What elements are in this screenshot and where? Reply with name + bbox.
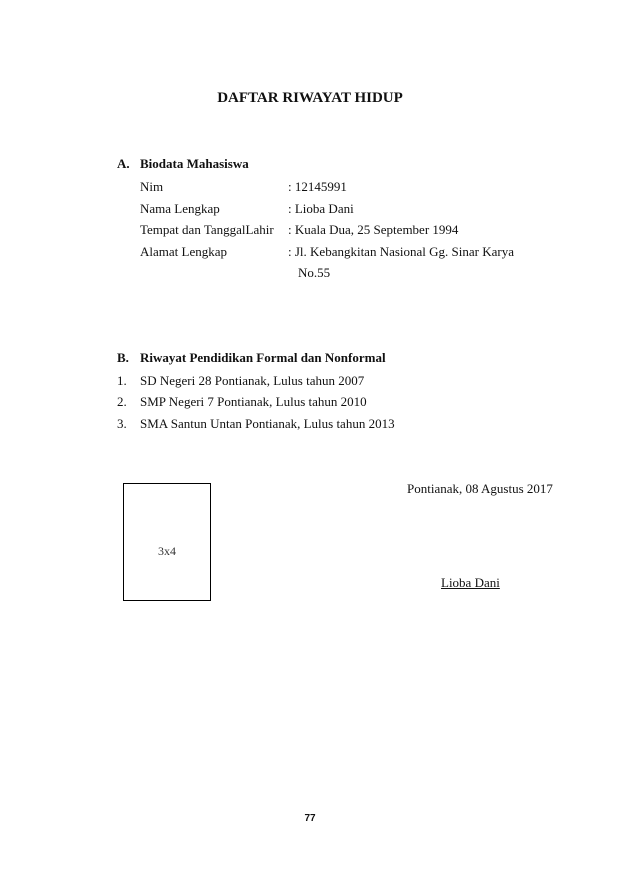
- education-number: 1.: [117, 373, 127, 388]
- photo-placeholder: [123, 483, 211, 601]
- signature-name: Lioba Dani: [441, 575, 500, 590]
- education-item: SMA Santun Untan Pontianak, Lulus tahun 2013: [140, 416, 395, 431]
- biodata-value-nama: : Lioba Dani: [288, 201, 354, 216]
- biodata-value-nim: : 12145991: [288, 179, 347, 194]
- biodata-label-nama: Nama Lengkap: [140, 201, 220, 216]
- biodata-value-alamat: : Jl. Kebangkitan Nasional Gg. Sinar Karya: [288, 244, 515, 259]
- document-title: DAFTAR RIWAYAT HIDUP: [217, 90, 403, 106]
- photo-size-label: 3x4: [158, 544, 176, 558]
- biodata-label-nim: Nim: [140, 179, 164, 194]
- education-item: SMP Negeri 7 Pontianak, Lulus tahun 2010: [140, 394, 367, 409]
- education-item: SD Negeri 28 Pontianak, Lulus tahun 2007: [140, 373, 365, 388]
- signature-place-date: Pontianak, 08 Agustus 2017: [407, 481, 553, 496]
- page-number: 77: [304, 813, 316, 824]
- biodata-label-alamat: Alamat Lengkap: [140, 244, 227, 259]
- section-b-heading: Riwayat Pendidikan Formal dan Nonformal: [140, 350, 386, 365]
- education-number: 3.: [117, 416, 127, 431]
- section-a-heading: Biodata Mahasiswa: [140, 156, 249, 171]
- education-number: 2.: [117, 394, 127, 409]
- section-b-letter: B.: [117, 350, 129, 365]
- section-a-letter: A.: [117, 156, 130, 171]
- biodata-value-alamat-cont: No.55: [298, 265, 331, 280]
- biodata-value-ttl: : Kuala Dua, 25 September 1994: [288, 222, 459, 237]
- biodata-label-ttl: Tempat dan TanggalLahir: [140, 222, 274, 237]
